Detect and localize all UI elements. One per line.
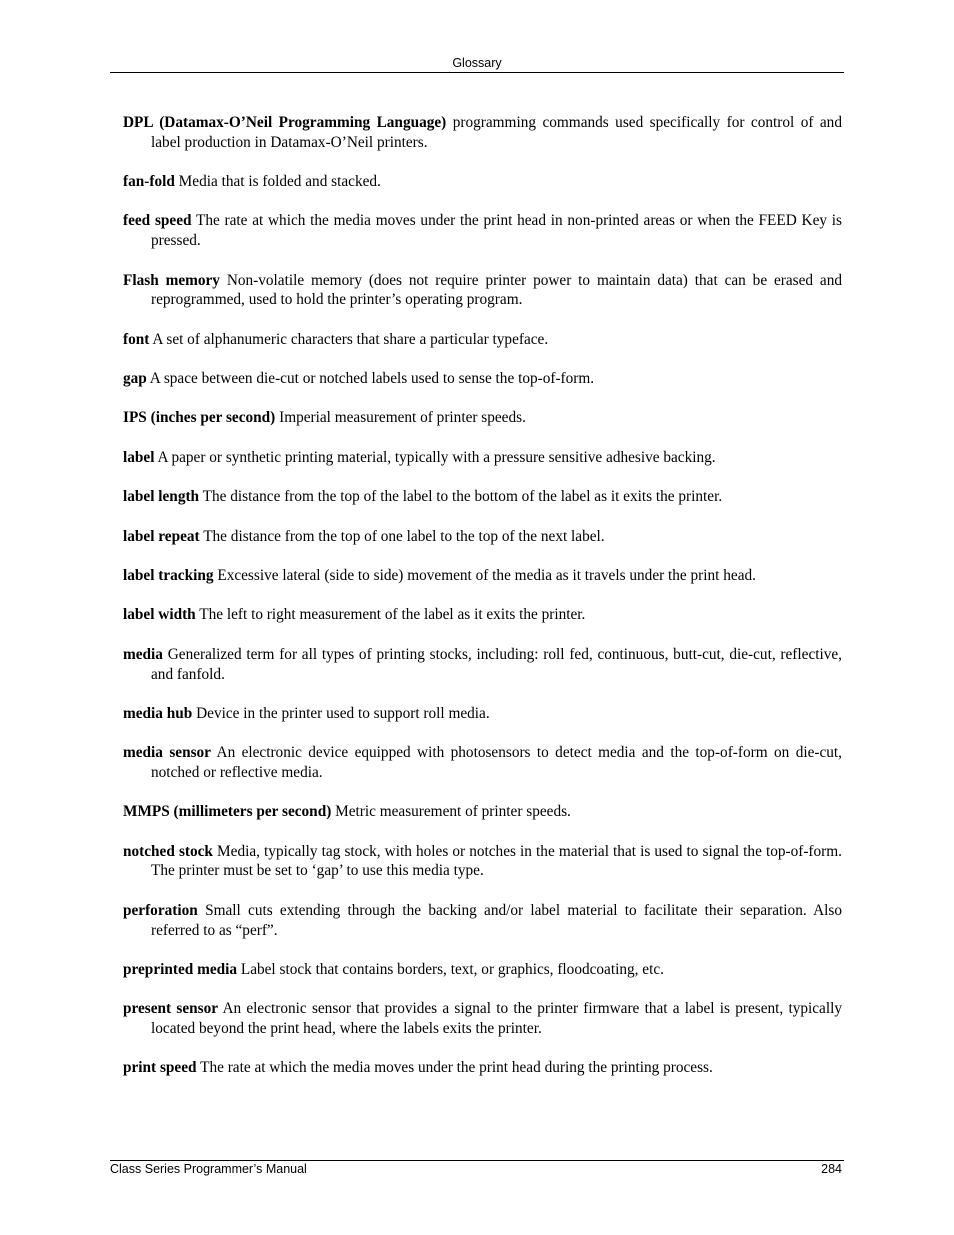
glossary-definition: programming commands used specifically for control of and label production in Datamax-O’Neil printers.	[151, 114, 842, 151]
glossary-definition: Non-volatile memory (does not require printer power to maintain data) that can be erased and reprogrammed, used to hold the printer’s operating program.	[151, 271, 843, 309]
glossary-definition: A space between die-cut or notched labels used to sense the top-of-form.	[149, 370, 595, 388]
glossary-term: perforation	[123, 901, 198, 919]
glossary-definition: Media that is folded and stacked.	[178, 173, 381, 191]
page-number: 284	[821, 1162, 842, 1176]
glossary-definition: The distance from the top of the label to the bottom of the label as it exits the printer.	[202, 488, 723, 506]
glossary-term: Flash memory	[123, 271, 220, 289]
glossary-term: label	[123, 448, 155, 466]
glossary-entry	[123, 645, 842, 684]
glossary-term: present sensor	[123, 1000, 219, 1018]
glossary-definition: Media, typically tag stock, with holes or notches in the material that is used to signal the top-of-form. The printer must be set to ‘gap’ to use this media type.	[151, 842, 842, 880]
glossary-term: media sensor	[123, 744, 211, 762]
glossary-term: label width	[123, 606, 196, 624]
glossary-entry	[123, 113, 842, 152]
glossary-entry	[123, 743, 842, 782]
glossary-entry	[123, 842, 842, 881]
glossary-entry	[123, 1058, 842, 1078]
glossary-term: print speed	[123, 1059, 197, 1077]
glossary-entry	[123, 172, 842, 192]
glossary-term: font	[123, 330, 150, 348]
glossary-entry	[123, 999, 842, 1038]
glossary-definition: A set of alphanumeric characters that share a particular typeface.	[152, 330, 549, 348]
glossary-entry	[123, 605, 842, 625]
glossary-term: gap	[123, 370, 147, 388]
glossary-definition: Device in the printer used to support roll media.	[196, 704, 490, 722]
glossary-term: media	[123, 645, 163, 663]
glossary-definition: Metric measurement of printer speeds.	[335, 803, 571, 821]
glossary-definition: Small cuts extending through the backing and/or label material to facilitate their separation. Also referred to as “perf”.	[151, 901, 842, 939]
glossary-term: MMPS (millimeters per second)	[123, 803, 332, 821]
glossary-definition: Label stock that contains borders, text, or graphics, floodcoating, etc.	[240, 960, 664, 978]
glossary-entry	[123, 566, 842, 586]
glossary-term: label length	[123, 488, 200, 506]
glossary-list	[123, 113, 842, 1098]
glossary-definition: An electronic device equipped with photosensors to detect media and the top-of-form on die-cut, notched or reflective media.	[151, 744, 842, 781]
glossary-entry	[123, 408, 842, 428]
glossary-term: notched stock	[123, 842, 213, 860]
glossary-entry	[123, 901, 842, 940]
header-divider	[110, 72, 844, 73]
glossary-entry	[123, 960, 842, 980]
glossary-entry	[123, 211, 842, 250]
glossary-entry	[123, 487, 842, 507]
running-header: Glossary	[452, 56, 502, 70]
glossary-term: label repeat	[123, 527, 200, 545]
glossary-entry	[123, 527, 842, 547]
glossary-definition: The rate at which the media moves under the print head in non-printed areas or when the FEED Key is pressed.	[151, 212, 842, 250]
glossary-entry	[123, 448, 842, 468]
glossary-entry	[123, 369, 842, 389]
glossary-term: preprinted media	[123, 960, 238, 978]
glossary-definition: Excessive lateral (side to side) movement of the media as it travels under the print head.	[217, 567, 756, 585]
glossary-definition: An electronic sensor that provides a signal to the printer firmware that a label is present, typically located beyond the print head, where the labels exits the printer.	[151, 1000, 842, 1038]
glossary-term: feed speed	[123, 212, 192, 230]
glossary-definition: The distance from the top of one label to the top of the next label.	[203, 527, 605, 545]
glossary-term: media hub	[123, 704, 193, 722]
glossary-term: DPL (Datamax-O’Neil Programming Language)	[123, 114, 447, 131]
glossary-entry	[123, 802, 842, 822]
glossary-definition: Imperial measurement of printer speeds.	[279, 409, 526, 427]
glossary-term: IPS (inches per second)	[123, 409, 276, 427]
glossary-entry	[123, 330, 842, 350]
glossary-definition: Generalized term for all types of printing stocks, including: roll fed, continuous, butt-cut, die-cut, reflective, and fanfold.	[151, 645, 842, 683]
glossary-term: label tracking	[123, 567, 214, 585]
glossary-definition: The left to right measurement of the label as it exits the printer.	[199, 606, 586, 624]
glossary-term: fan-fold	[123, 173, 175, 191]
manual-title: Class Series Programmer’s Manual	[110, 1162, 307, 1176]
footer-divider	[110, 1160, 844, 1161]
glossary-definition: The rate at which the media moves under the print head during the printing process.	[200, 1059, 713, 1077]
glossary-entry	[123, 271, 842, 310]
glossary-entry	[123, 704, 842, 724]
glossary-definition: A paper or synthetic printing material, typically with a pressure sensitive adhesive backing.	[157, 448, 716, 466]
